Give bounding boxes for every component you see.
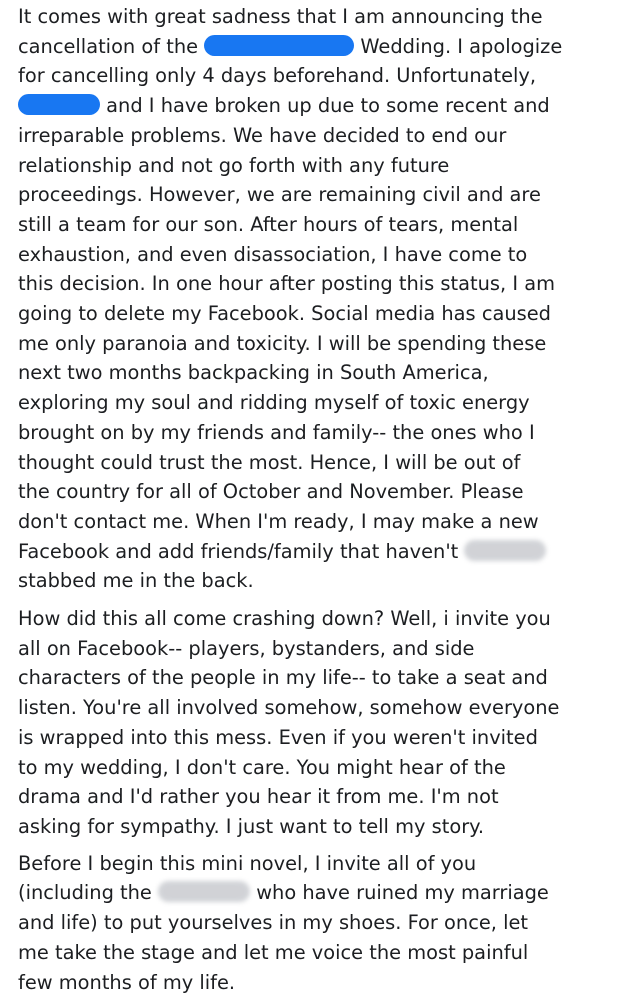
text-segment: stabbed me in the back. bbox=[18, 569, 254, 593]
text-segment: and I have broken up due to some recent and bbox=[100, 94, 550, 118]
text-segment: to my wedding, I don't care. You might hear of the bbox=[18, 755, 506, 779]
text-line bbox=[18, 878, 618, 908]
text-segment: brought on by my friends and family-- the ones who I bbox=[18, 420, 535, 444]
text-segment: for cancelling only 4 days beforehand. Unfortunately, bbox=[18, 64, 537, 88]
text-line bbox=[18, 388, 618, 418]
text-segment: me take the stage and let me voice the most painful bbox=[18, 940, 529, 964]
text-segment: exploring my soul and ridding myself of toxic energy bbox=[18, 391, 530, 415]
text-line bbox=[18, 908, 618, 938]
text-segment: who have ruined my marriage bbox=[250, 881, 549, 905]
text-segment: exhaustion, and even disassociation, I have come to bbox=[18, 242, 528, 266]
text-line bbox=[18, 634, 618, 664]
text-line bbox=[18, 32, 618, 62]
text-line bbox=[18, 782, 618, 812]
text-segment: Before I begin this mini novel, I invite all of you bbox=[18, 851, 477, 875]
text-line bbox=[18, 663, 618, 693]
text-segment: It comes with great sadness that I am announcing the bbox=[18, 5, 543, 28]
text-segment: few months of my life. bbox=[18, 970, 236, 994]
paragraph-gap bbox=[18, 842, 618, 849]
text-segment: all on Facebook-- players, bystanders, and side bbox=[18, 636, 475, 660]
text-line bbox=[18, 269, 618, 299]
text-line bbox=[18, 180, 618, 210]
text-line bbox=[18, 210, 618, 240]
text-line bbox=[18, 91, 618, 121]
text-line bbox=[18, 507, 618, 537]
post-paragraph bbox=[18, 2, 618, 596]
text-line bbox=[18, 537, 618, 567]
paragraph-gap bbox=[18, 596, 618, 604]
text-line bbox=[18, 358, 618, 388]
blurred-word-mark bbox=[158, 881, 250, 902]
facebook-post-body bbox=[18, 2, 618, 997]
text-line bbox=[18, 121, 618, 151]
text-segment: me only paranoia and toxicity. I will be spending these bbox=[18, 331, 547, 355]
text-line bbox=[18, 418, 618, 448]
blurred-word-mark bbox=[464, 540, 546, 561]
text-segment: cancellation of the bbox=[18, 34, 205, 58]
text-segment: Facebook and add friends/family that haven't bbox=[18, 539, 465, 563]
text-line bbox=[18, 968, 618, 998]
text-segment: (including the bbox=[18, 881, 159, 905]
text-segment: How did this all come crashing down? Well, i invite you bbox=[18, 607, 551, 631]
text-segment: don't contact me. When I'm ready, I may make a new bbox=[18, 509, 539, 533]
text-segment: the country for all of October and November. Please bbox=[18, 480, 524, 504]
text-line bbox=[18, 566, 618, 596]
text-segment: proceedings. However, we are remaining civil and are bbox=[18, 183, 541, 207]
text-line bbox=[18, 604, 618, 634]
text-segment: relationship and not go forth with any future bbox=[18, 153, 450, 177]
text-segment: going to delete my Facebook. Social media has caused bbox=[18, 302, 551, 326]
text-line bbox=[18, 693, 618, 723]
text-segment: characters of the people in my life-- to take a seat and bbox=[18, 666, 548, 690]
text-segment: irreparable problems. We have decided to end our bbox=[18, 123, 507, 147]
post-paragraph bbox=[18, 849, 618, 998]
post-paragraph bbox=[18, 604, 618, 842]
text-segment: drama and I'd rather you hear it from me. I'm not bbox=[18, 785, 499, 809]
text-line bbox=[18, 938, 618, 968]
text-segment: is wrapped into this mess. Even if you weren't invited bbox=[18, 725, 538, 749]
text-line bbox=[18, 151, 618, 181]
text-line bbox=[18, 2, 618, 32]
text-segment: next two months backpacking in South America, bbox=[18, 361, 489, 385]
text-line bbox=[18, 240, 618, 270]
text-segment: asking for sympathy. I just want to tell my story. bbox=[18, 814, 485, 838]
text-segment: this decision. In one hour after posting this status, I am bbox=[18, 272, 555, 296]
text-line bbox=[18, 299, 618, 329]
redacted-name-mark bbox=[18, 94, 100, 115]
text-line bbox=[18, 723, 618, 753]
text-line bbox=[18, 329, 618, 359]
text-segment: Wedding. I apologize bbox=[354, 34, 563, 58]
text-line bbox=[18, 753, 618, 783]
text-line bbox=[18, 849, 618, 879]
text-line bbox=[18, 477, 618, 507]
text-segment: thought could trust the most. Hence, I will be out of bbox=[18, 450, 521, 474]
text-segment: still a team for our son. After hours of tears, mental bbox=[18, 212, 519, 236]
text-segment: listen. You're all involved somehow, somehow everyone bbox=[18, 696, 560, 720]
redacted-name-mark bbox=[204, 35, 354, 56]
text-segment: and life) to put yourselves in my shoes. For once, let bbox=[18, 911, 529, 935]
text-line bbox=[18, 61, 618, 91]
text-line bbox=[18, 448, 618, 478]
text-line bbox=[18, 812, 618, 842]
